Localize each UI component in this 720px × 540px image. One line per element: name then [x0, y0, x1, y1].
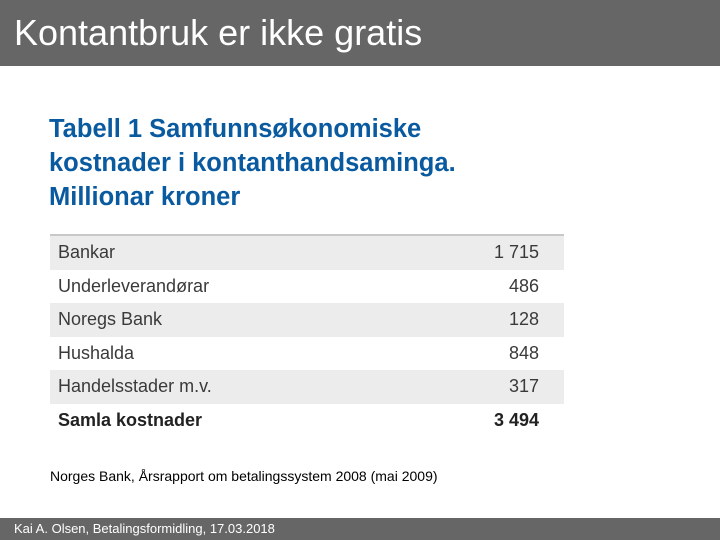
source-note: Norges Bank, Årsrapport om betalingssystem 2008 (mai 2009)	[50, 468, 438, 484]
table-title-line-2: kostnader i kontanthandsaminga.	[49, 149, 456, 177]
cost-table	[50, 234, 564, 437]
row-label: Underleverandørar	[58, 275, 210, 296]
header-bar	[0, 0, 720, 66]
total-value: 3 494	[493, 409, 539, 430]
table-title-line-3: Millionar kroner	[49, 183, 241, 211]
row-value: 128	[508, 309, 539, 330]
footer-text: Kai A. Olsen, Betalingsformidling, 17.03.2018	[14, 521, 275, 536]
row-value: 317	[508, 376, 539, 397]
total-label: Samla kostnader	[58, 409, 203, 430]
row-label: Hushalda	[58, 342, 135, 363]
table-row	[50, 303, 564, 337]
slide-title: Kontantbruk er ikke gratis	[14, 12, 423, 53]
row-label: Handelsstader m.v.	[58, 376, 212, 397]
table-row	[50, 270, 564, 304]
table-row	[50, 370, 564, 404]
row-value: 848	[508, 342, 539, 363]
row-label: Bankar	[58, 242, 116, 263]
row-value: 1 715	[493, 242, 539, 263]
table-row	[50, 236, 564, 270]
row-label: Noregs Bank	[58, 309, 163, 330]
table-title-line-1: Tabell 1 Samfunnsøkonomiske	[49, 115, 422, 143]
table-row	[50, 337, 564, 371]
table-row-total	[50, 404, 564, 438]
row-value: 486	[508, 275, 539, 296]
table-title	[49, 112, 569, 214]
footer-bar	[0, 518, 720, 540]
